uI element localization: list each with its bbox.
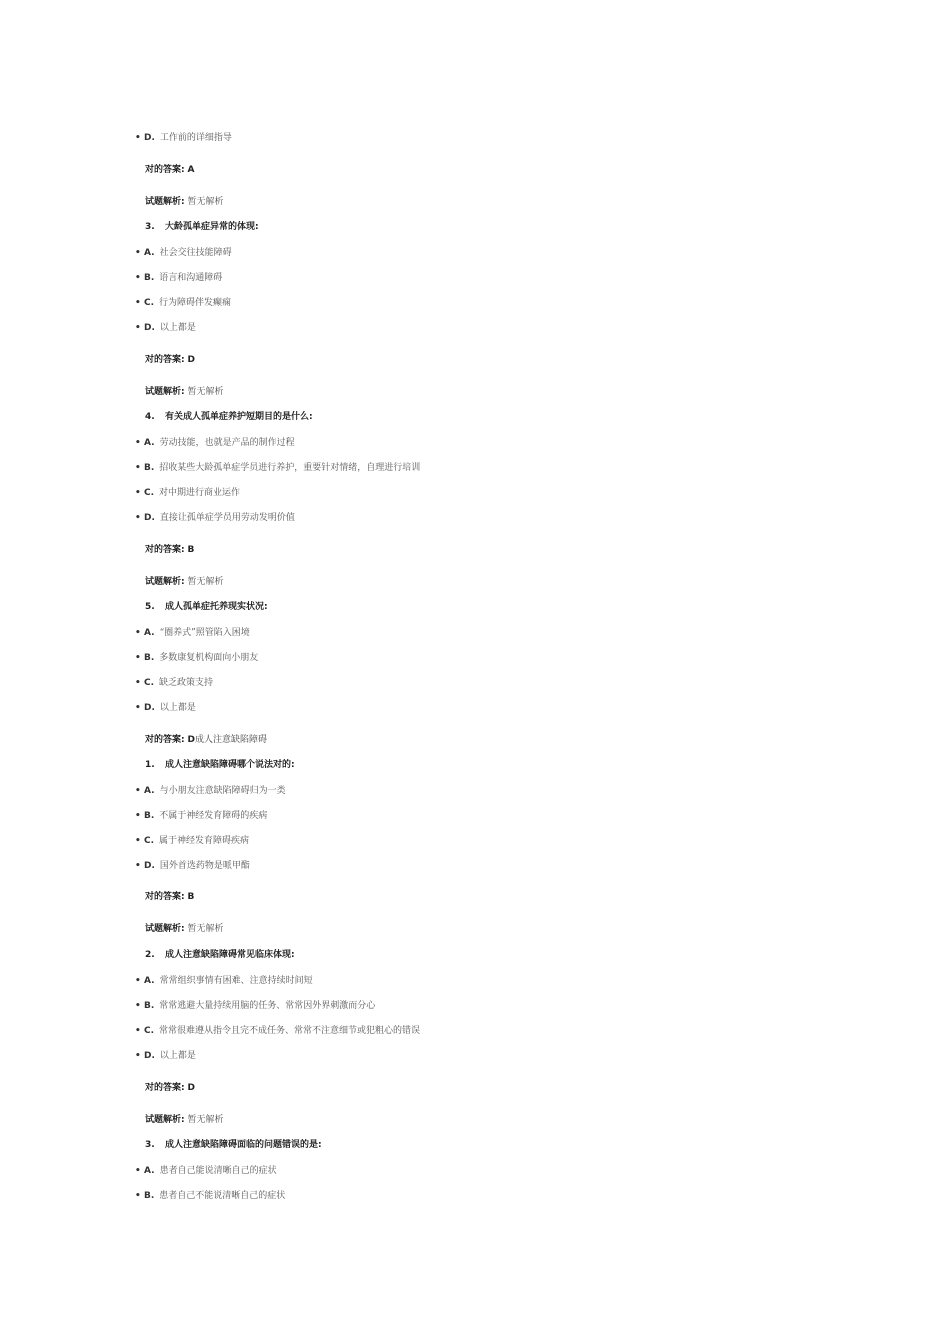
option-letter: C. — [144, 1026, 155, 1036]
bullet-icon: • — [135, 1026, 141, 1036]
option-text: 不属于神经发育障碍的疾病 — [159, 811, 268, 821]
question-text: 成人注意缺陷障碍常见临床体现: — [165, 950, 295, 960]
question-number: 3. — [145, 1140, 155, 1150]
explanation-label: 试题解析: — [145, 577, 185, 587]
correct-answer — [145, 734, 267, 746]
answer-label: 对的答案: — [145, 1083, 185, 1093]
answer-option — [135, 1025, 420, 1037]
bullet-icon: • — [135, 1051, 141, 1061]
answer-option — [135, 247, 232, 259]
question-number: 5. — [145, 602, 155, 612]
option-text: 常常逃避大量持续用脑的任务、常常因外界刺激而分心 — [159, 1001, 376, 1011]
option-text: 以上都是 — [159, 1051, 196, 1061]
bullet-icon: • — [135, 1001, 141, 1011]
bullet-icon: • — [135, 248, 141, 258]
option-text: 缺乏政策支持 — [159, 678, 214, 688]
explanation — [145, 1114, 224, 1126]
answer-option — [135, 702, 196, 714]
option-text: 多数康复机构面向小朋友 — [159, 653, 259, 663]
explanation — [145, 196, 224, 208]
option-letter: A. — [144, 248, 155, 258]
explanation-label: 试题解析: — [145, 924, 185, 934]
answer-option — [135, 975, 313, 987]
section-title: 成人注意缺陷障碍 — [194, 735, 267, 745]
question-title — [145, 411, 313, 423]
bullet-icon: • — [135, 811, 141, 821]
explanation-value: 暂无解析 — [187, 387, 224, 397]
answer-option — [135, 1190, 285, 1202]
question-title — [145, 949, 295, 961]
answer-option — [135, 835, 249, 847]
bullet-icon: • — [135, 976, 141, 986]
correct-answer — [145, 891, 194, 903]
answer-value: D — [187, 1083, 195, 1093]
option-text: 社会交往技能障碍 — [159, 248, 232, 258]
option-letter: C. — [144, 836, 155, 846]
answer-option — [135, 860, 250, 872]
bullet-icon: • — [135, 298, 141, 308]
option-letter: C. — [144, 488, 155, 498]
option-text: 常常组织事情有困难、注意持续时间短 — [159, 976, 313, 986]
option-letter: B. — [144, 653, 155, 663]
option-text: 对中期进行商业运作 — [159, 488, 241, 498]
option-text: 直接让孤单症学员用劳动发明价值 — [159, 513, 295, 523]
explanation — [145, 923, 224, 935]
option-letter: B. — [144, 1191, 155, 1201]
question-title — [145, 601, 268, 613]
question-number: 1. — [145, 760, 155, 770]
correct-answer — [145, 1082, 195, 1094]
bullet-icon: • — [135, 133, 141, 143]
option-letter: D. — [144, 703, 155, 713]
answer-value: B — [187, 545, 195, 555]
answer-label: 对的答案: — [145, 355, 185, 365]
option-letter: D. — [144, 133, 155, 143]
option-letter: D. — [144, 513, 155, 523]
answer-option — [135, 132, 232, 144]
option-text: 以上都是 — [159, 703, 196, 713]
answer-option — [135, 512, 295, 524]
question-title — [145, 221, 259, 233]
option-text: 语言和沟通障碍 — [159, 273, 223, 283]
answer-value: D — [187, 735, 195, 745]
explanation-label: 试题解析: — [145, 387, 185, 397]
option-letter: D. — [144, 323, 155, 333]
option-text: 招收某些大龄孤单症学员进行养护，重要针对情绪，自理进行培训 — [159, 463, 421, 473]
option-text: “圈养式”照管陷入困境 — [159, 628, 250, 638]
correct-answer — [145, 544, 194, 556]
option-text: 工作前的详细指导 — [159, 133, 232, 143]
option-letter: D. — [144, 1051, 155, 1061]
answer-option — [135, 652, 258, 664]
option-letter: B. — [144, 1001, 155, 1011]
answer-option — [135, 487, 240, 499]
option-text: 患者自己能说清晰自己的症状 — [159, 1166, 277, 1176]
answer-option — [135, 462, 420, 474]
bullet-icon: • — [135, 323, 141, 333]
option-text: 以上都是 — [159, 323, 196, 333]
correct-answer — [145, 354, 195, 366]
answer-value: A — [187, 165, 195, 175]
bullet-icon: • — [135, 653, 141, 663]
question-title — [145, 1139, 322, 1151]
option-letter: A. — [144, 976, 155, 986]
option-text: 行为障碍伴发癫痫 — [159, 298, 232, 308]
option-letter: B. — [144, 463, 155, 473]
bullet-icon: • — [135, 678, 141, 688]
option-text: 与小朋友注意缺陷障碍归为一类 — [159, 786, 286, 796]
explanation — [145, 576, 224, 588]
explanation-label: 试题解析: — [145, 1115, 185, 1125]
question-text: 大龄孤单症异常的体现: — [165, 222, 259, 232]
question-title — [145, 759, 295, 771]
bullet-icon: • — [135, 861, 141, 871]
answer-option — [135, 1000, 375, 1012]
bullet-icon: • — [135, 513, 141, 523]
bullet-icon: • — [135, 488, 141, 498]
answer-option — [135, 272, 222, 284]
option-text: 劳动技能，也就是产品的制作过程 — [159, 438, 295, 448]
option-letter: B. — [144, 811, 155, 821]
question-number: 3. — [145, 222, 155, 232]
question-text: 有关成人孤单症养护短期目的是什么: — [165, 412, 313, 422]
answer-label: 对的答案: — [145, 892, 185, 902]
option-letter: C. — [144, 678, 155, 688]
option-letter: A. — [144, 628, 155, 638]
bullet-icon: • — [135, 628, 141, 638]
explanation-value: 暂无解析 — [187, 577, 224, 587]
option-letter: D. — [144, 861, 155, 871]
answer-option — [135, 1050, 196, 1062]
question-text: 成人注意缺陷障碍面临的问题错误的是: — [165, 1140, 322, 1150]
option-text: 属于神经发育障碍疾病 — [159, 836, 250, 846]
answer-value: D — [187, 355, 195, 365]
bullet-icon: • — [135, 273, 141, 283]
answer-option — [135, 1165, 277, 1177]
answer-label: 对的答案: — [145, 165, 185, 175]
question-text: 成人注意缺陷障碍哪个说法对的: — [165, 760, 295, 770]
bullet-icon: • — [135, 463, 141, 473]
explanation-value: 暂无解析 — [187, 1115, 224, 1125]
explanation-label: 试题解析: — [145, 197, 185, 207]
answer-option — [135, 297, 231, 309]
option-letter: A. — [144, 786, 155, 796]
answer-value: B — [187, 892, 195, 902]
question-number: 2. — [145, 950, 155, 960]
bullet-icon: • — [135, 438, 141, 448]
answer-label: 对的答案: — [145, 545, 185, 555]
answer-option — [135, 322, 196, 334]
answer-label: 对的答案: — [145, 735, 185, 745]
option-text: 患者自己不能说清晰自己的症状 — [159, 1191, 286, 1201]
answer-option — [135, 437, 295, 449]
bullet-icon: • — [135, 1191, 141, 1201]
option-letter: A. — [144, 1166, 155, 1176]
explanation-value: 暂无解析 — [187, 924, 224, 934]
answer-option — [135, 785, 286, 797]
bullet-icon: • — [135, 703, 141, 713]
question-text: 成人孤单症托养现实状况: — [165, 602, 268, 612]
answer-option — [135, 627, 250, 639]
option-text: 常常很难遵从指令且完不成任务、常常不注意细节或犯粗心的错误 — [159, 1026, 421, 1036]
bullet-icon: • — [135, 786, 141, 796]
bullet-icon: • — [135, 836, 141, 846]
option-letter: B. — [144, 273, 155, 283]
option-letter: A. — [144, 438, 155, 448]
question-number: 4. — [145, 412, 155, 422]
answer-option — [135, 810, 267, 822]
explanation-value: 暂无解析 — [187, 197, 224, 207]
explanation — [145, 386, 224, 398]
option-text: 国外首选药物是哌甲酯 — [159, 861, 250, 871]
option-letter: C. — [144, 298, 155, 308]
answer-option — [135, 677, 213, 689]
correct-answer — [145, 164, 194, 176]
bullet-icon: • — [135, 1166, 141, 1176]
